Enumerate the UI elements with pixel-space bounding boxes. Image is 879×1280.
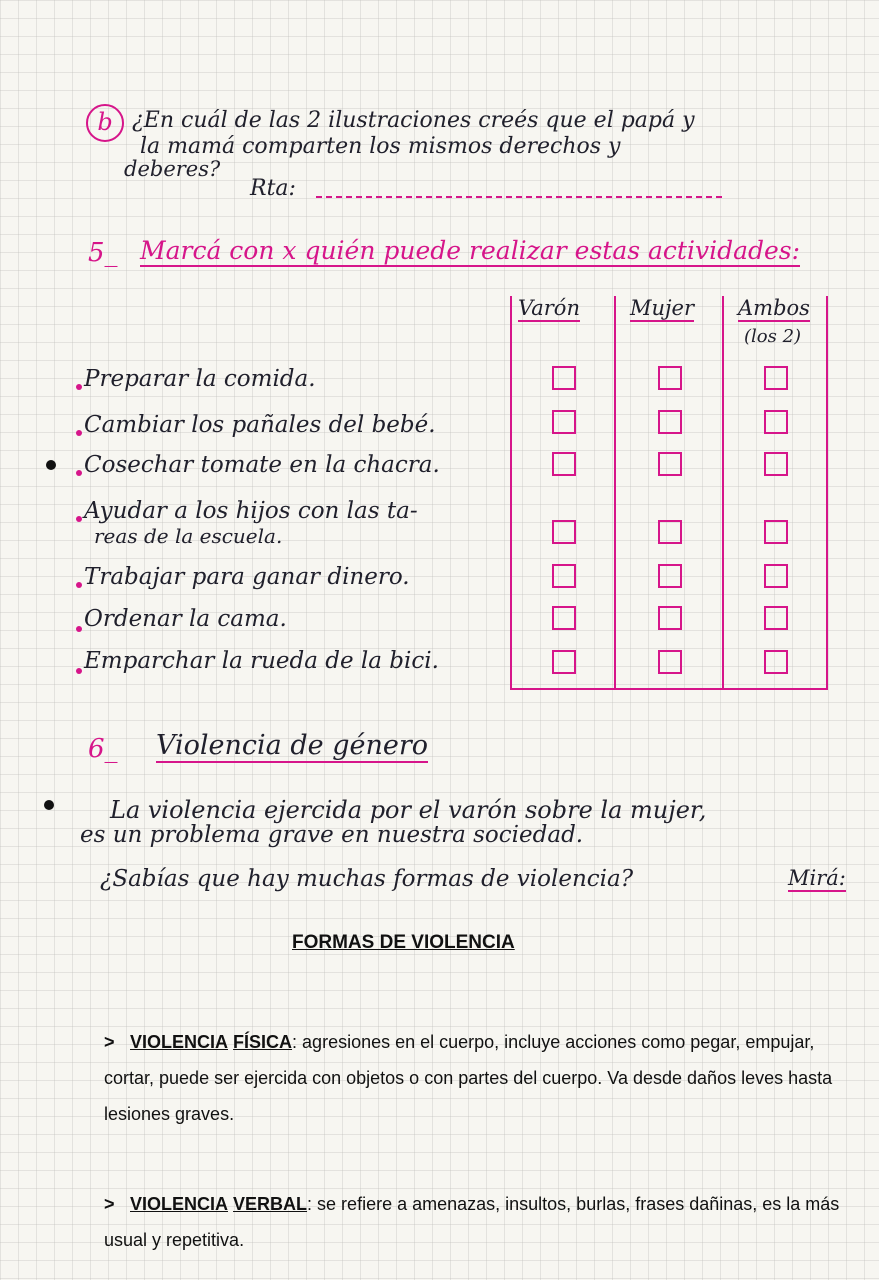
- paragraph-line1: La violencia ejercida por el varón sobre la mujer,: [110, 796, 707, 824]
- activity-2: Cambiar los pañales del bebé.: [84, 412, 436, 438]
- look-label: Mirá:: [788, 866, 846, 890]
- checkbox-varon[interactable]: [552, 520, 576, 544]
- item-marker-b: b: [86, 104, 124, 142]
- checkbox-mujer[interactable]: [658, 452, 682, 476]
- column-mujer-label: Mujer: [630, 296, 695, 320]
- item-text: : agresiones en el cuerpo, incluye acciones como pegar, empujar, cortar, puede ser ejercida con objetos o con partes del cuerpo. Va desde daños leves hasta lesiones graves.: [104, 1032, 833, 1124]
- item-label-a: VIOLENCIA: [130, 1194, 229, 1214]
- question-b-line1: ¿En cuál de las 2 ilustraciones creés que el papá y: [132, 108, 695, 133]
- column-varon-label: Varón: [518, 296, 580, 320]
- table-line: [614, 296, 616, 690]
- checkbox-ambos[interactable]: [764, 606, 788, 630]
- checkbox-mujer[interactable]: [658, 606, 682, 630]
- punch-hole: [44, 800, 54, 810]
- checkbox-mujer[interactable]: [658, 410, 682, 434]
- activity-7: Emparchar la rueda de la bici.: [84, 648, 439, 674]
- activity-4: Ayudar a los hijos con las ta-: [84, 498, 418, 524]
- bullet: [76, 668, 82, 674]
- column-varon: [518, 296, 580, 320]
- paragraph-line2: es un problema grave en nuestra sociedad.: [80, 822, 584, 848]
- table-line: [510, 688, 828, 690]
- punch-hole: [46, 460, 56, 470]
- answer-line: [316, 196, 722, 198]
- section-6-title: Violencia de género: [156, 730, 428, 761]
- section-6-number: 6_: [88, 734, 118, 764]
- column-ambos: [738, 296, 810, 320]
- question-forms: ¿Sabías que hay muchas formas de violencia?: [100, 866, 634, 892]
- item-label-b: VERBAL: [233, 1194, 308, 1214]
- violence-item-verbal: [104, 1186, 844, 1258]
- bullet: [76, 626, 82, 632]
- table-line: [826, 296, 828, 690]
- bullet: [76, 582, 82, 588]
- column-ambos-label: Ambos: [738, 296, 810, 320]
- column-mujer: [630, 296, 694, 320]
- section-5-title: Marcá con x quién puede realizar estas actividades:: [140, 236, 801, 265]
- arrow-bullet-icon: >: [104, 1194, 115, 1214]
- checkbox-ambos[interactable]: [764, 564, 788, 588]
- checkbox-mujer[interactable]: [658, 564, 682, 588]
- checkbox-varon[interactable]: [552, 452, 576, 476]
- checkbox-varon[interactable]: [552, 410, 576, 434]
- question-b-line3: deberes?: [124, 157, 221, 181]
- arrow-bullet-icon: >: [104, 1032, 115, 1052]
- checkbox-ambos[interactable]: [764, 410, 788, 434]
- bullet: [76, 384, 82, 390]
- activity-3: Cosechar tomate en la chacra.: [84, 452, 440, 478]
- bullet: [76, 470, 82, 476]
- checkbox-mujer[interactable]: [658, 520, 682, 544]
- checkbox-ambos[interactable]: [764, 452, 788, 476]
- printed-title: FORMAS DE VIOLENCIA: [292, 932, 515, 953]
- activity-6: Ordenar la cama.: [84, 606, 287, 632]
- section-5-number: 5_: [88, 238, 118, 268]
- activity-1: Preparar la comida.: [84, 366, 316, 392]
- checkbox-varon[interactable]: [552, 366, 576, 390]
- checkbox-mujer[interactable]: [658, 650, 682, 674]
- activity-4-cont: reas de la escuela.: [94, 524, 283, 548]
- activity-5: Trabajar para ganar dinero.: [84, 564, 410, 590]
- table-line: [722, 296, 724, 690]
- checkbox-mujer[interactable]: [658, 366, 682, 390]
- checkbox-varon[interactable]: [552, 564, 576, 588]
- violence-item-physical: [104, 1024, 844, 1132]
- column-ambos-note: (los 2): [744, 326, 802, 347]
- checkbox-varon[interactable]: [552, 606, 576, 630]
- checkbox-ambos[interactable]: [764, 650, 788, 674]
- bullet: [76, 430, 82, 436]
- item-label-a: VIOLENCIA: [130, 1032, 229, 1052]
- bullet: [76, 516, 82, 522]
- item-text: : se refiere a amenazas, insultos, burlas, frases dañinas, es la más usual y repetitiva.: [104, 1194, 840, 1250]
- checkbox-varon[interactable]: [552, 650, 576, 674]
- answer-label: Rta:: [250, 176, 296, 201]
- table-line: [510, 296, 512, 690]
- question-b-line2: la mamá comparten los mismos derechos y: [140, 134, 621, 159]
- checkbox-ambos[interactable]: [764, 366, 788, 390]
- checkbox-ambos[interactable]: [764, 520, 788, 544]
- item-label-b: FÍSICA: [233, 1032, 293, 1052]
